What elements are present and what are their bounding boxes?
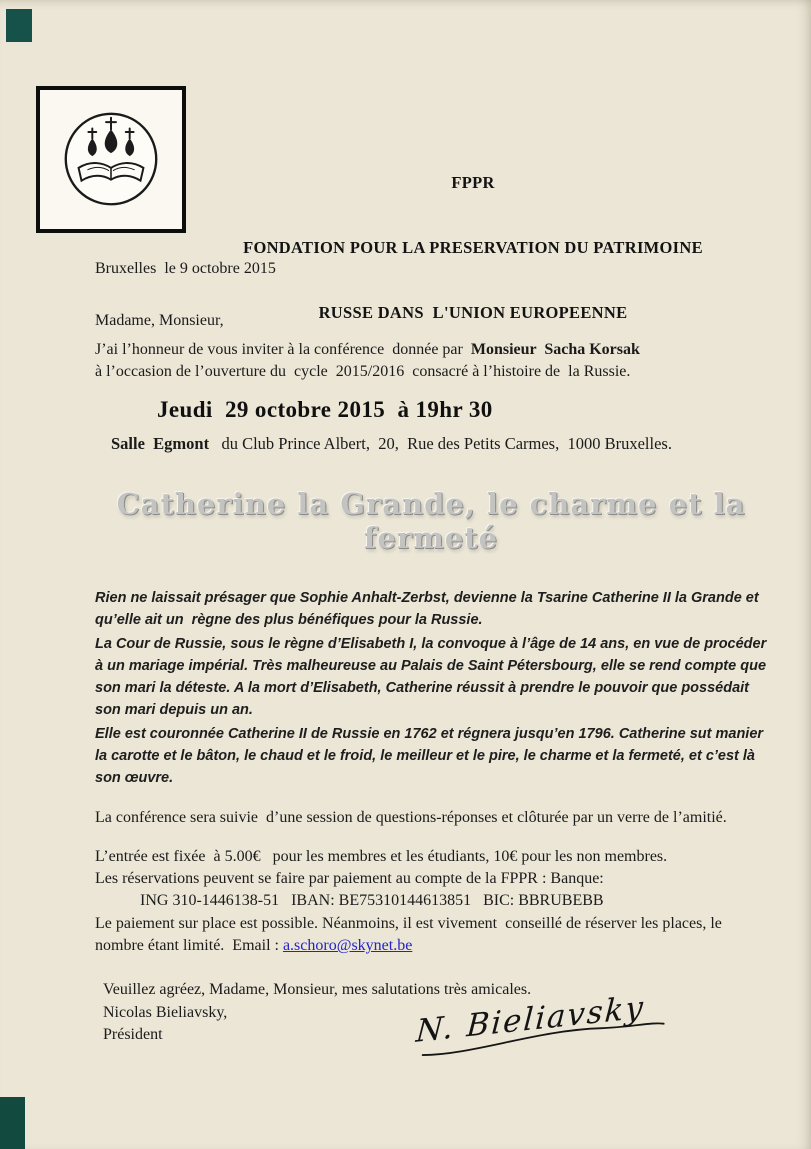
cycle-line: à l’occasion de l’ouverture du cycle 2015/2016 consacré à l’histoire de la Russie. xyxy=(95,363,631,381)
org-abbreviation: FPPR xyxy=(451,172,495,192)
salutation: Madame, Monsieur, xyxy=(95,312,224,330)
abstract-paragraph: La Cour de Russie, sous le règne d’Elisabeth I, la convoque à l’âge de 14 ans, en vue de procéder à un mariage impérial. Très malheureuse au Palais de Saint Pétersbourg, elle se rend compte que son mari la déteste. A la mort d’Elisabeth, Catherine réussit à prendre le pouvoir que possédait son mari depuis un an. xyxy=(95,635,771,718)
invitation-text: J’ai l’honneur de vous inviter à la conférence donnée par xyxy=(95,340,471,358)
scan-artifact-bottom-left xyxy=(0,1097,25,1149)
dateline: Bruxelles le 9 octobre 2015 xyxy=(95,260,276,277)
invitation-line xyxy=(95,339,767,361)
orthodox-domes-icon xyxy=(52,101,170,219)
conference-title: Catherine la Grande, le charme et la fermeté xyxy=(116,486,757,555)
venue-room: Salle Egmont xyxy=(111,433,210,453)
qna-note: La conférence sera suivie d’une session de questions-réponses et clôturée par un verre de l’amitié. xyxy=(95,809,727,827)
org-name-line2: RUSSE DANS L'UNION EUROPEENNE xyxy=(318,303,628,323)
reservation-line: Les réservations peuvent se faire par paiement au compte de la FPPR : Banque: xyxy=(95,869,604,887)
sender-title: Président xyxy=(103,1026,163,1044)
sender-name: Nicolas Bieliavsky, xyxy=(103,1003,228,1021)
email-link[interactable]: a.schoro@skynet.be xyxy=(282,937,413,955)
abstract-paragraph: Rien ne laissait présager que Sophie Anhalt-Zerbst, devienne la Tsarine Catherine II la Grande et qu’elle ait un règne des plus bénéfiques pour la Russie. xyxy=(95,589,767,628)
bank-details: ING 310-1446138-51 IBAN: BE75310144613851 BIC: BBRUBEBB xyxy=(140,892,604,910)
price-line: L’entrée est fixée à 5.00€ pour les membres et les étudiants, 10€ pour les non membres. xyxy=(95,847,668,865)
abstract-paragraph: Elle est couronnée Catherine II de Russie en 1762 et régnera jusqu’en 1796. Catherine sut manier la carotte et le bâton, le chaud et le froid, le meilleur et le pire, le charme et la fermeté, et c’est là son œuvre. xyxy=(95,726,768,787)
fppr-logo xyxy=(36,86,186,233)
speaker-name: Monsieur Sacha Korsak xyxy=(470,340,640,358)
venue-line xyxy=(111,432,767,455)
org-name-line1: FONDATION POUR LA PRESERVATION DU PATRIMOINE xyxy=(243,237,703,257)
venue-address: du Club Prince Albert, 20, Rue des Petits Carmes, 1000 Bruxelles. xyxy=(209,433,672,453)
payment-line xyxy=(95,913,755,958)
scan-artifact-top-left xyxy=(6,9,32,42)
payment-text: Le paiement sur place est possible. Néanmoins, il est vivement conseillé de réserver les places, le nombre étant limité. Email : xyxy=(95,914,726,955)
event-datetime: Jeudi 29 octobre 2015 à 19hr 30 xyxy=(157,396,493,422)
valediction: Veuillez agréez, Madame, Monsieur, mes salutations très amicales. xyxy=(103,981,532,999)
signature-text: N. Bieliavsky xyxy=(414,989,647,1050)
letter-body xyxy=(95,258,771,1050)
conference-abstract xyxy=(95,587,771,789)
